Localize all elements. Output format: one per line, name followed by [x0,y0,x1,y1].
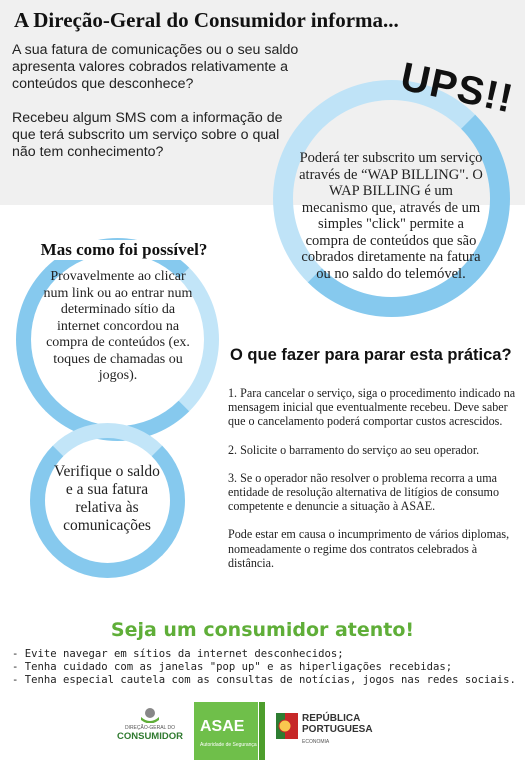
dgc-logo-big: CONSUMIDOR [117,731,183,742]
mas-title: Mas como foi possível? [24,240,224,260]
asae-logo-stripe [259,702,265,760]
republica-line-2: PORTUGUESA [302,724,373,735]
intro-section [12,42,302,178]
republica-line-1: REPÚBLICA [302,713,361,724]
dgc-logo-small: DIREÇÃO-GERAL DO [124,725,176,731]
dgc-logo [110,707,190,753]
slogan: Seja um consumidor atento! [110,619,415,641]
asae-logo [194,702,258,760]
tips-list [12,648,517,688]
step-3: 3. Se o operador não resolver o problema recorra a uma entidade de resolução alternativa de litígios de consumo competente e denuncie a situação à ASAE. [228,470,500,514]
asae-logo-tag: Autoridade de Segurança [200,742,257,748]
asae-logo-name: ASAE [200,718,245,735]
legal-note: Pode estar em causa o incumprimento de vários diplomas, nomeadamente o regime dos contratos celebrados à distância. [228,527,510,570]
what-to-do-list [228,386,518,584]
step-1: 1. Para cancelar o serviço, siga o procedimento indicado na mensagem inicial que eventualmente recebeu. Deve saber que o cancelamento poderá comportar custos acrescidos. [228,386,516,429]
dgc-logo-icon [140,707,160,723]
republica-logo [276,709,386,749]
tip-item: - Tenha especial cautela com as consultas de notícias, jogos nas redes sociais. [12,674,516,687]
mas-text: Provavelmente ao clicar num link ou ao entrar num determinado sítio da internet concordou na compra de conteúdos (ex. toques de chamadas ou jogos). [43,269,193,383]
republica-line-3: ECONOMIA [302,739,330,745]
wap-billing-text: Poderá ter subscrito um serviço através de “WAP BILLING". O WAP BILLING é um mecanismo que, através de um simples "click" permite a compra de conteúdos que são cobrados diretamente na fatura ou no saldo do telemóvel. [299,150,483,282]
tip-item: - Evite navegar em sítios da internet desconhecidos; [12,648,344,660]
coat-of-arms-icon [276,713,298,739]
tip-item: - Tenha cuidado com as janelas "pop up" e as hiperligações recebidas; [12,661,453,674]
verifique-text: Verifique o saldo e a sua fatura relativa às comunicações [54,463,160,534]
step-2: 2. Solicite o barramento do serviço ao seu operador. [228,442,480,457]
intro-paragraph-1: A sua fatura de comunicações ou o seu saldo apresenta valores cobrados relativamente a conteúdos que desconhece? [12,42,299,92]
what-to-do-title: O que fazer para parar esta prática? [230,346,512,364]
page-title: A Direção-Geral do Consumidor informa... [14,8,399,32]
ups-label: UPS!! [396,54,518,122]
intro-paragraph-2: Recebeu algum SMS com a informação de que terá subscrito um serviço sobre o qual não tem conhecimento? [12,110,283,160]
